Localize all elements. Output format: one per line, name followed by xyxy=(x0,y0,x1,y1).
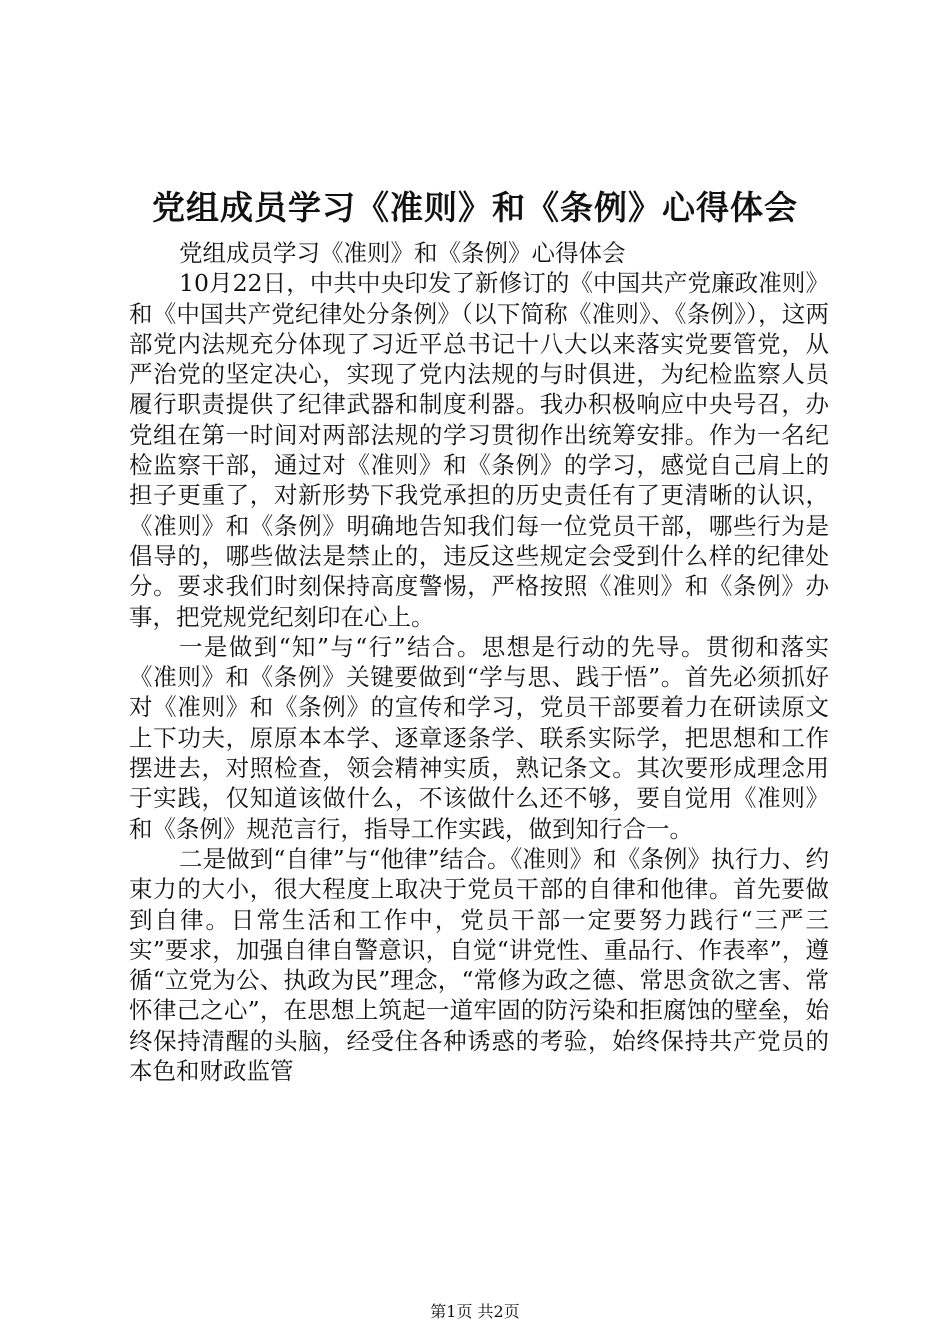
page-footer: 第1页 共2页 xyxy=(430,1302,520,1321)
document-body xyxy=(129,238,829,1086)
body-paragraph-2: 一是做到“知”与“行”结合。思想是行动的先导。贯彻和落实《准则》和《条例》关键要做到“学与思、践于悟”。首先必须抓好对《准则》和《条例》的宣传和学习，党员干部要着力在研读原文上下功夫，原原本本学、逐章逐条学、联系实际学，把思想和工作摆进去，对照检查，领会精神实质，熟记条文。其次要形成理念用于实践，仅知道该做什么，不该做什么还不够，要自觉用《准则》和《条例》规范言行，指导工作实践，做到知行合一。 xyxy=(129,632,829,843)
document-title: 党组成员学习《准则》和《条例》心得体会 xyxy=(152,188,798,227)
body-paragraph-1: 10月22日，中共中央印发了新修订的《中国共产党廉政准则》和《中国共产党纪律处分条例》（以下简称《准则》、《条例》），这两部党内法规充分体现了习近平总书记十八大以来落实党要管党，从严治党的坚定决心，实现了党内法规的与时俱进，为纪检监察人员履行职责提供了纪律武器和制度利器。我办积极响应中央号召，办党组在第一时间对两部法规的学习贯彻作出统筹安排。作为一名纪检监察干部，通过对《准则》和《条例》的学习，感觉自己肩上的担子更重了，对新形势下我党承担的历史责任有了更清晰的认识，《准则》和《条例》明确地告知我们每一位党员干部，哪些行为是倡导的，哪些做法是禁止的，违反这些规定会受到什么样的纪律处分。要求我们时刻保持高度警惕，严格按照《准则》和《条例》办事，把党规党纪刻印在心上。 xyxy=(129,269,829,631)
document-subtitle: 党组成员学习《准则》和《条例》心得体会 xyxy=(179,239,626,267)
body-paragraph-3: 二是做到“自律”与“他律”结合。《准则》和《条例》执行力、约束力的大小，很大程度上取决于党员干部的自律和他律。首先要做到自律。日常生活和工作中，党员干部一定要努力践行“三严三实”要求，加强自律自警意识，自觉“讲党性、重品行、作表率”，遵循“立党为公、执政为民”理念，“常修为政之德、常思贪欲之害、常怀律己之心”，在思想上筑起一道牢固的防污染和拒腐蚀的壁垒，始终保持清醒的头脑，经受住各种诱惑的考验，始终保持共产党员的本色和财政监管 xyxy=(129,844,829,1086)
